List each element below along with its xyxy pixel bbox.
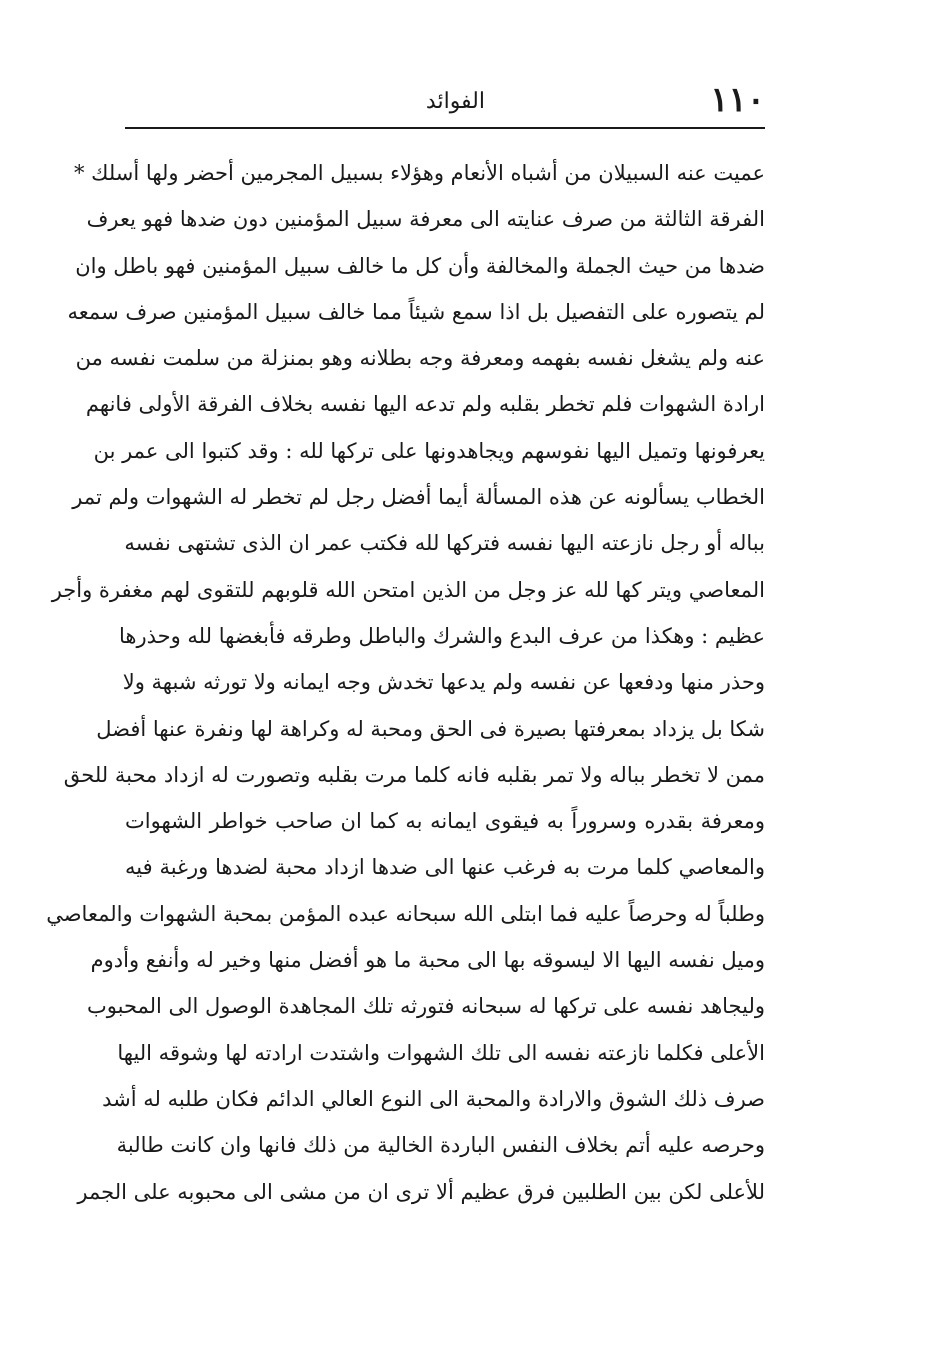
text-line: ومعرفة بقدره وسروراً به فيقوى ايمانه به كما ان صاحب خواطر الشهوات [125,809,765,834]
text-line: الخطاب يسألونه عن هذه المسألة أيما أفضل رجل لم تخطر له الشهوات ولم تمر [72,485,765,510]
text-line: عميت عنه السبيلان من أشباه الأنعام وهؤلاء بسبيل المجرمين أحضر ولها أسلك * [73,161,765,185]
text-line: لم يتصوره على التفصيل بل اذا سمع شيئاً مما خالف سبيل المؤمنين صرف سمعه [67,299,765,324]
text-line: وميل نفسه اليها الا ليسوقه بها الى محبة ما هو أفضل منها وخير له وأنفع وأدوم [90,948,765,973]
text-line: وليجاهد نفسه على تركها له سبحانه فتورثه تلك المجاهدة الوصول الى المحبوب [87,994,765,1019]
text-line: صرف ذلك الشوق والارادة والمحبة الى النوع العالي الدائم فكان طلبه له أشد [102,1086,765,1111]
text-line: بباله أو رجل نازعته اليها نفسه فتركها لله فكتب عمر ان الذى تشتهى نفسه [124,531,765,556]
body-text [46,150,765,1215]
page-header [125,78,765,128]
running-title: الفوائد [425,89,485,114]
text-line: يعرفونها وتميل اليها نفوسهم ويجاهدونها على تركها لله : وقد كتبوا الى عمر بن [93,438,765,463]
text-line: عنه ولم يشغل نفسه بفهمه ومعرفة وجه بطلانه وهو بمنزلة من سلمت نفسه من [75,346,765,371]
text-line: وحرصه عليه أتم بخلاف النفس الباردة الخالية من ذلك فانها وان كانت طالبة [116,1133,765,1158]
text-line: ممن لا تخطر بباله ولا تمر بقلبه فانه كلما مرت بقلبه وتصورت له ازداد محبة للحق [63,762,765,787]
page-number: ١١٠ [710,80,765,120]
text-line: شكا بل يزداد بمعرفتها بصيرة فى الحق ومحبة له وكراهة لها ونفرة عنها أفضل [96,716,765,741]
text-line: الفرقة الثالثة من صرف عنايته الى معرفة سبيل المؤمنين دون ضدها فهو يعرف [86,207,765,232]
text-line: للأعلى لكن بين الطلبين فرق عظيم ألا ترى ان من مشى الى محبوبه على الجمر [77,1179,765,1204]
text-line: وطلباً له وحرصاً عليه فما ابتلى الله سبحانه عبده المؤمن بمحبة الشهوات والمعاصي [46,901,765,926]
text-line: الأعلى فكلما نازعته نفسه الى تلك الشهوات واشتدت ارادته لها وشوقه اليها [117,1040,765,1065]
text-line: ارادة الشهوات فلم تخطر بقلبه ولم تدعه اليها نفسه بخلاف الفرقة الأولى فانهم [85,392,765,417]
text-line: والمعاصي كلما مرت به فرغب عنها الى ضدها ازداد محبة لضدها ورغبة فيه [125,855,765,880]
text-line: وحذر منها ودفعها عن نفسه ولم يدعها تخدش وجه ايمانه ولا تورثه شبهة ولا [122,670,765,695]
text-line: المعاصي ويتر كها لله عز وجل من الذين امتحن الله قلوبهم للتقوى لهم مغفرة وأجر [51,577,765,602]
text-line: ضدها من حيث الجملة والمخالفة وأن كل ما خالف سبيل المؤمنين فهو باطل وان [75,253,765,278]
header-rule [125,127,765,129]
text-line: عظيم : وهكذا من عرف البدع والشرك والباطل وطرقه فأبغضها لله وحذرها [118,623,765,648]
